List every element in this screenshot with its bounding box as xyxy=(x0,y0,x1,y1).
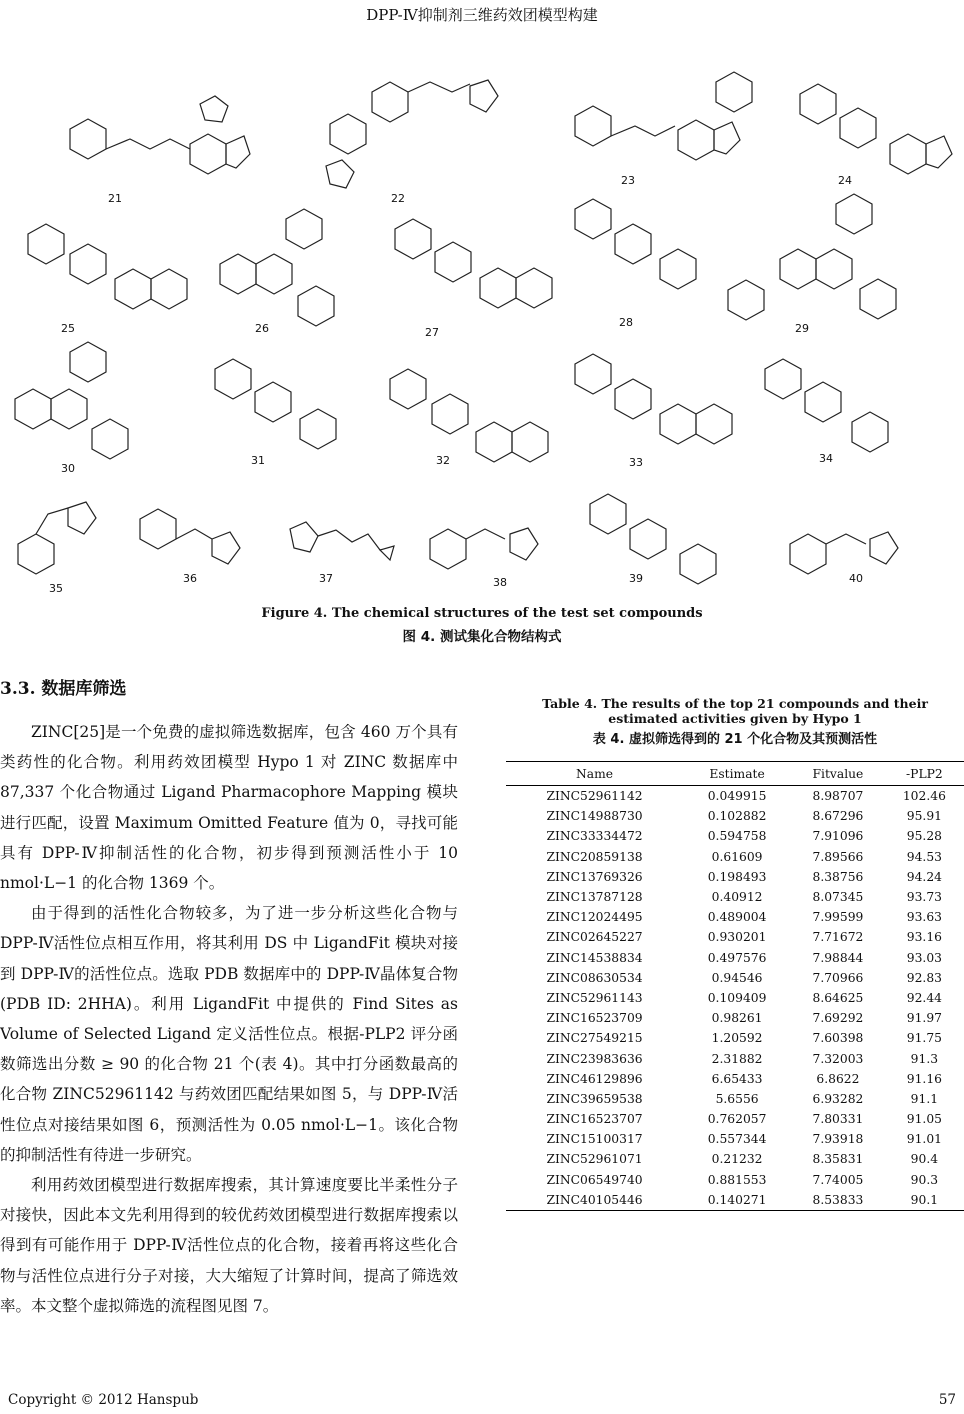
cell-plp2: 102.46 xyxy=(902,789,946,804)
table-caption-zh: 表 4. 虚拟筛选得到的 21 个化合物及其预测活性 xyxy=(592,732,878,747)
cell-plp2: 93.73 xyxy=(906,890,942,905)
cell-fitvalue: 7.74005 xyxy=(812,1172,864,1187)
cell-plp2: 90.1 xyxy=(885,1190,964,1211)
triazole-ring xyxy=(226,136,250,168)
table-row xyxy=(506,968,964,988)
cell-estimate: 0.594758 xyxy=(707,829,767,844)
benzene-ring xyxy=(372,82,408,122)
piperidine-ring xyxy=(70,244,106,284)
benzene-ring xyxy=(215,359,251,399)
pyrrolidine-ring xyxy=(510,528,538,560)
cell-name: ZINC16523707 xyxy=(546,1112,643,1127)
cell-estimate: 5.6556 xyxy=(715,1091,759,1106)
compound-label: 33 xyxy=(629,456,643,469)
bond-chain xyxy=(408,82,470,92)
bond-chain xyxy=(36,508,68,534)
cell-estimate: 0.762057 xyxy=(707,1112,767,1127)
cyclopropane-ring xyxy=(380,546,394,560)
table-row xyxy=(506,948,964,968)
cell-fitvalue: 7.89566 xyxy=(812,849,864,864)
cell-estimate: 0.40912 xyxy=(711,890,763,905)
table-header-row xyxy=(506,762,964,786)
cell-plp2: 90.3 xyxy=(910,1172,939,1187)
cell-estimate: 0.102882 xyxy=(707,809,767,824)
cell-name: ZINC16523709 xyxy=(546,1011,643,1026)
cell-fitvalue: 8.98707 xyxy=(812,789,864,804)
cell-name: ZINC20859138 xyxy=(546,849,643,864)
cyclohexane-ring xyxy=(18,534,54,574)
compound-label: 27 xyxy=(425,326,439,339)
table-row xyxy=(506,786,964,807)
compound-label: 34 xyxy=(819,452,833,465)
quinazolinone-ring xyxy=(220,254,256,294)
bond-chain xyxy=(611,126,675,136)
cell-fitvalue: 8.53833 xyxy=(791,1190,885,1211)
quinoline-ring xyxy=(660,404,696,444)
piperidine-ring xyxy=(615,379,651,419)
table-row xyxy=(506,887,964,907)
table-row xyxy=(506,1028,964,1048)
cyclohexane-ring xyxy=(140,509,176,549)
cell-estimate: 0.497576 xyxy=(707,950,767,965)
benzene-ring xyxy=(716,72,752,112)
results-table xyxy=(506,761,964,1211)
cell-plp2: 90.4 xyxy=(910,1152,939,1167)
bond-chain xyxy=(176,529,212,539)
cell-plp2: 95.91 xyxy=(906,809,942,824)
table-row xyxy=(506,1149,964,1169)
benzene-ring xyxy=(590,494,626,534)
cell-fitvalue: 6.8622 xyxy=(816,1071,860,1086)
cell-fitvalue: 7.99599 xyxy=(812,910,864,925)
pyrrolidine-ring xyxy=(470,80,498,112)
table-row xyxy=(506,1170,964,1190)
pyrrolidine-ring xyxy=(870,532,898,564)
pteridine-ring xyxy=(115,269,151,309)
piperidine-ring xyxy=(432,394,468,434)
quinoline-ring xyxy=(696,404,732,444)
cell-plp2: 93.03 xyxy=(906,950,942,965)
benzene-ring xyxy=(575,354,611,394)
cell-name: ZINC06549740 xyxy=(546,1172,643,1187)
benzene-ring xyxy=(680,544,716,584)
benzene-ring xyxy=(28,224,64,264)
piperidine-ring xyxy=(805,382,841,422)
triazole-ring xyxy=(926,136,952,168)
cell-plp2: 91.3 xyxy=(910,1051,939,1066)
imidazole-ring xyxy=(200,96,228,122)
cell-estimate: 0.198493 xyxy=(707,869,767,884)
pyrrolidine-ring xyxy=(290,522,318,552)
cell-estimate: 0.557344 xyxy=(707,1132,767,1147)
cell-fitvalue: 8.35831 xyxy=(812,1152,864,1167)
benzene-ring xyxy=(836,194,872,234)
compound-label: 40 xyxy=(849,572,863,585)
table-row xyxy=(506,867,964,887)
paragraph-1: ZINC[25]是一个免费的虚拟筛选数据库，包含 460 万个具有类药性的化合物。利用药效团模型 Hypo 1 对 ZINC 数据库中 87,337 个化合物通过 Ligand Pharmacophore Mapping 模块进行匹配，设置 Maximum Omitted Feature 值为 0，寻找可能具有 DPP-Ⅳ抑制活性的化合物，初步得到预测活性小于 10 nmol·L−1 的化合物 1369 个。 xyxy=(0,723,458,893)
cell-estimate: 0.489004 xyxy=(707,910,767,925)
compound-label: 25 xyxy=(61,322,75,335)
table-row xyxy=(506,988,964,1008)
piperidine-ring xyxy=(92,419,128,459)
benzene-ring xyxy=(575,106,611,146)
table-row xyxy=(506,1089,964,1109)
benzene-ring xyxy=(286,209,322,249)
pyrrolidine-ring xyxy=(68,502,96,534)
benzene-ring xyxy=(395,219,431,259)
cell-plp2: 93.63 xyxy=(906,910,942,925)
table-row xyxy=(506,907,964,927)
cell-name: ZINC14538834 xyxy=(546,950,643,965)
compound-label: 35 xyxy=(49,582,63,595)
table-row xyxy=(506,1190,964,1211)
cell-fitvalue: 7.91096 xyxy=(812,829,864,844)
cell-plp2: 91.01 xyxy=(906,1132,942,1147)
cell-estimate: 1.20592 xyxy=(711,1031,763,1046)
cell-plp2: 94.53 xyxy=(906,849,942,864)
cell-estimate: 0.881553 xyxy=(707,1172,767,1187)
cell-estimate: 0.049915 xyxy=(707,789,767,804)
compound-label: 28 xyxy=(619,316,633,329)
cell-estimate: 0.98261 xyxy=(711,1011,763,1026)
cell-fitvalue: 7.69292 xyxy=(812,1011,864,1026)
cell-estimate: 0.21232 xyxy=(711,1152,763,1167)
cell-name: ZINC14988730 xyxy=(546,809,643,824)
paragraph-3: 利用药效团模型进行数据库搜索，其计算速度要比半柔性分子对接快，因此本文先利用得到的较优药效团模型进行数据库搜索以得到有可能作用于 DPP-Ⅳ活性位点的化合物，接着再将这些化合物与活性位点进行分子对接，大大缩短了计算时间，提高了筛选效率。本文整个虚拟筛选的流程图见图 7。 xyxy=(0,1176,458,1315)
bond-chain xyxy=(826,534,866,544)
piperidine-ring xyxy=(840,108,876,148)
cell-fitvalue: 8.38756 xyxy=(812,869,864,884)
piperidine-ring xyxy=(435,242,471,282)
left-column xyxy=(0,674,458,1321)
cell-name: ZINC39659538 xyxy=(546,1091,643,1106)
piperidine-ring xyxy=(630,519,666,559)
cell-fitvalue: 8.64625 xyxy=(812,990,864,1005)
cell-fitvalue: 7.32003 xyxy=(812,1051,864,1066)
compound-label: 29 xyxy=(795,322,809,335)
pyridine-ring xyxy=(852,412,888,452)
compound-label: 26 xyxy=(255,322,269,335)
cell-name: ZINC52961071 xyxy=(546,1152,643,1167)
cell-estimate: 2.31882 xyxy=(711,1051,763,1066)
benzene-ring xyxy=(330,114,366,154)
table-row xyxy=(506,1069,964,1089)
cell-fitvalue: 7.93918 xyxy=(812,1132,864,1147)
table-row xyxy=(506,847,964,867)
compound-label: 39 xyxy=(629,572,643,585)
cell-fitvalue: 7.60398 xyxy=(812,1031,864,1046)
compound-label: 21 xyxy=(108,192,122,205)
table-row xyxy=(506,927,964,947)
pteridine-ring xyxy=(512,422,548,462)
right-column xyxy=(506,674,964,1211)
cell-plp2: 92.44 xyxy=(906,990,942,1005)
compound-label: 31 xyxy=(251,454,265,467)
cell-estimate: 0.61609 xyxy=(711,849,763,864)
cell-plp2: 92.83 xyxy=(906,970,942,985)
cell-estimate: 0.94546 xyxy=(711,970,763,985)
table-row xyxy=(506,1129,964,1149)
compound-label: 36 xyxy=(183,572,197,585)
pteridine-ring xyxy=(151,269,187,309)
table-row xyxy=(506,1048,964,1068)
cell-name: ZINC46129896 xyxy=(546,1071,643,1086)
benzene-ring xyxy=(765,359,801,399)
cell-fitvalue: 8.67296 xyxy=(812,809,864,824)
cell-name: ZINC33334472 xyxy=(546,829,643,844)
structures-drawing xyxy=(0,34,964,604)
cell-fitvalue: 7.70966 xyxy=(812,970,864,985)
benzene-ring xyxy=(390,369,426,409)
piperidine-ring xyxy=(860,279,896,319)
pteridine-ring xyxy=(480,268,516,308)
section-heading: 3.3. 数据库筛选 xyxy=(0,679,127,699)
chemical-structures-figure xyxy=(0,34,964,604)
benzene-ring xyxy=(800,84,836,124)
compound-label: 32 xyxy=(436,454,450,467)
quinazolinone-ring xyxy=(15,389,51,429)
pteridine-ring xyxy=(476,422,512,462)
piperazine-ring xyxy=(190,134,226,174)
quinazolinone-ring xyxy=(816,249,852,289)
benzene-ring xyxy=(430,529,466,569)
compound-label: 22 xyxy=(391,192,405,205)
cell-name: ZINC27549215 xyxy=(546,1031,643,1046)
benzene-ring xyxy=(70,342,106,382)
cell-fitvalue: 7.98844 xyxy=(812,950,864,965)
pyridine-ring xyxy=(660,249,696,289)
cell-name: ZINC12024495 xyxy=(546,910,643,925)
bond-chain xyxy=(466,529,505,539)
pyrrolidine-ring xyxy=(212,532,240,564)
header-plp2: -PLP2 xyxy=(885,762,964,786)
compound-label: 38 xyxy=(493,576,507,589)
figure-caption-en: Figure 4. The chemical structures of the test set compounds xyxy=(261,606,703,621)
cell-name: ZINC15100317 xyxy=(546,1132,643,1147)
cell-plp2: 91.16 xyxy=(906,1071,942,1086)
header-estimate: Estimate xyxy=(683,762,791,786)
header-fitvalue: Fitvalue xyxy=(791,762,885,786)
cell-name: ZINC23983636 xyxy=(546,1051,643,1066)
cell-name: ZINC02645227 xyxy=(546,930,643,945)
footer-page-number: 57 xyxy=(938,1392,956,1408)
bond-chain xyxy=(106,139,190,149)
cell-name: ZINC52961143 xyxy=(546,990,643,1005)
piperidine-ring xyxy=(255,382,291,422)
cell-name: ZINC52961142 xyxy=(546,789,643,804)
cell-name: ZINC08630534 xyxy=(546,970,643,985)
table-caption-en: Table 4. The results of the top 21 compounds and their estimated activities given by Hypo 1 xyxy=(542,696,928,726)
quinazolinone-ring xyxy=(780,249,816,289)
cell-fitvalue: 7.71672 xyxy=(812,930,864,945)
oxadiazolone-ring xyxy=(326,160,354,188)
table-row xyxy=(506,826,964,846)
cell-estimate: 0.930201 xyxy=(707,930,767,945)
benzene-ring xyxy=(575,199,611,239)
pteridine-ring xyxy=(516,268,552,308)
quinazolinone-ring xyxy=(256,254,292,294)
footer-copyright: Copyright © 2012 Hanspub xyxy=(8,1392,199,1408)
cell-plp2: 95.28 xyxy=(906,829,942,844)
compound-label: 30 xyxy=(61,462,75,475)
compound-label: 24 xyxy=(838,174,852,187)
cell-name: ZINC13769326 xyxy=(546,869,643,884)
table-row xyxy=(506,1008,964,1028)
table-row xyxy=(506,1109,964,1129)
cell-plp2: 93.16 xyxy=(906,930,942,945)
figure-caption-zh: 图 4. 测试集化合物结构式 xyxy=(402,629,562,645)
cell-plp2: 94.24 xyxy=(906,869,942,884)
cell-plp2: 91.97 xyxy=(906,1011,942,1026)
cell-estimate: 0.140271 xyxy=(683,1190,791,1211)
header-name: Name xyxy=(506,762,683,786)
cell-fitvalue: 7.80331 xyxy=(812,1112,864,1127)
running-header: DPP-Ⅳ抑制剂三维药效团模型构建 xyxy=(366,6,598,24)
pyrimidine-ring xyxy=(300,409,336,449)
cell-plp2: 91.05 xyxy=(906,1112,942,1127)
pyridazine-ring xyxy=(890,134,926,174)
compound-label: 23 xyxy=(621,174,635,187)
quinazolinone-ring xyxy=(51,389,87,429)
morpholine-ring xyxy=(728,280,764,320)
cell-name: ZINC13787128 xyxy=(546,890,643,905)
piperidine-ring xyxy=(298,286,334,326)
cell-fitvalue: 6.93282 xyxy=(812,1091,864,1106)
benzene-ring xyxy=(790,534,826,574)
cell-plp2: 91.75 xyxy=(906,1031,942,1046)
table-row xyxy=(506,806,964,826)
piperazine-ring xyxy=(678,120,714,160)
triazole-ring xyxy=(714,122,740,154)
cell-plp2: 91.1 xyxy=(910,1091,939,1106)
benzene-ring xyxy=(70,119,106,159)
cell-estimate: 0.109409 xyxy=(707,990,767,1005)
cell-name: ZINC40105446 xyxy=(506,1190,683,1211)
piperidine-ring xyxy=(615,224,651,264)
cell-estimate: 6.65433 xyxy=(711,1071,763,1086)
cell-fitvalue: 8.07345 xyxy=(812,890,864,905)
paragraph-2: 由于得到的活性化合物较多，为了进一步分析这些化合物与 DPP-Ⅳ活性位点相互作用，将其利用 DS 中 LigandFit 模块对接到 DPP-Ⅳ的活性位点。选取 PDB 数据库中的 DPP-Ⅳ晶体复合物(PDB ID: 2HHA)。利用 LigandFit 中提供的 Find Sites as Volume of Selected Ligand 定义活性位点。根据-PLP2 评分函数筛选出分数 ≥ 90 的化合物 21 个(表 4)。其中打分函数最高的化合物 ZINC52961142 与药效团匹配结果如图 5，与 DPP-Ⅳ活性位点对接结果如图 6，预测活性为 0.05 nmol·L−1。该化合物的抑制活性有待进一步研究。 xyxy=(0,904,458,1164)
compound-label: 37 xyxy=(319,572,333,585)
bond-chain xyxy=(318,530,380,550)
